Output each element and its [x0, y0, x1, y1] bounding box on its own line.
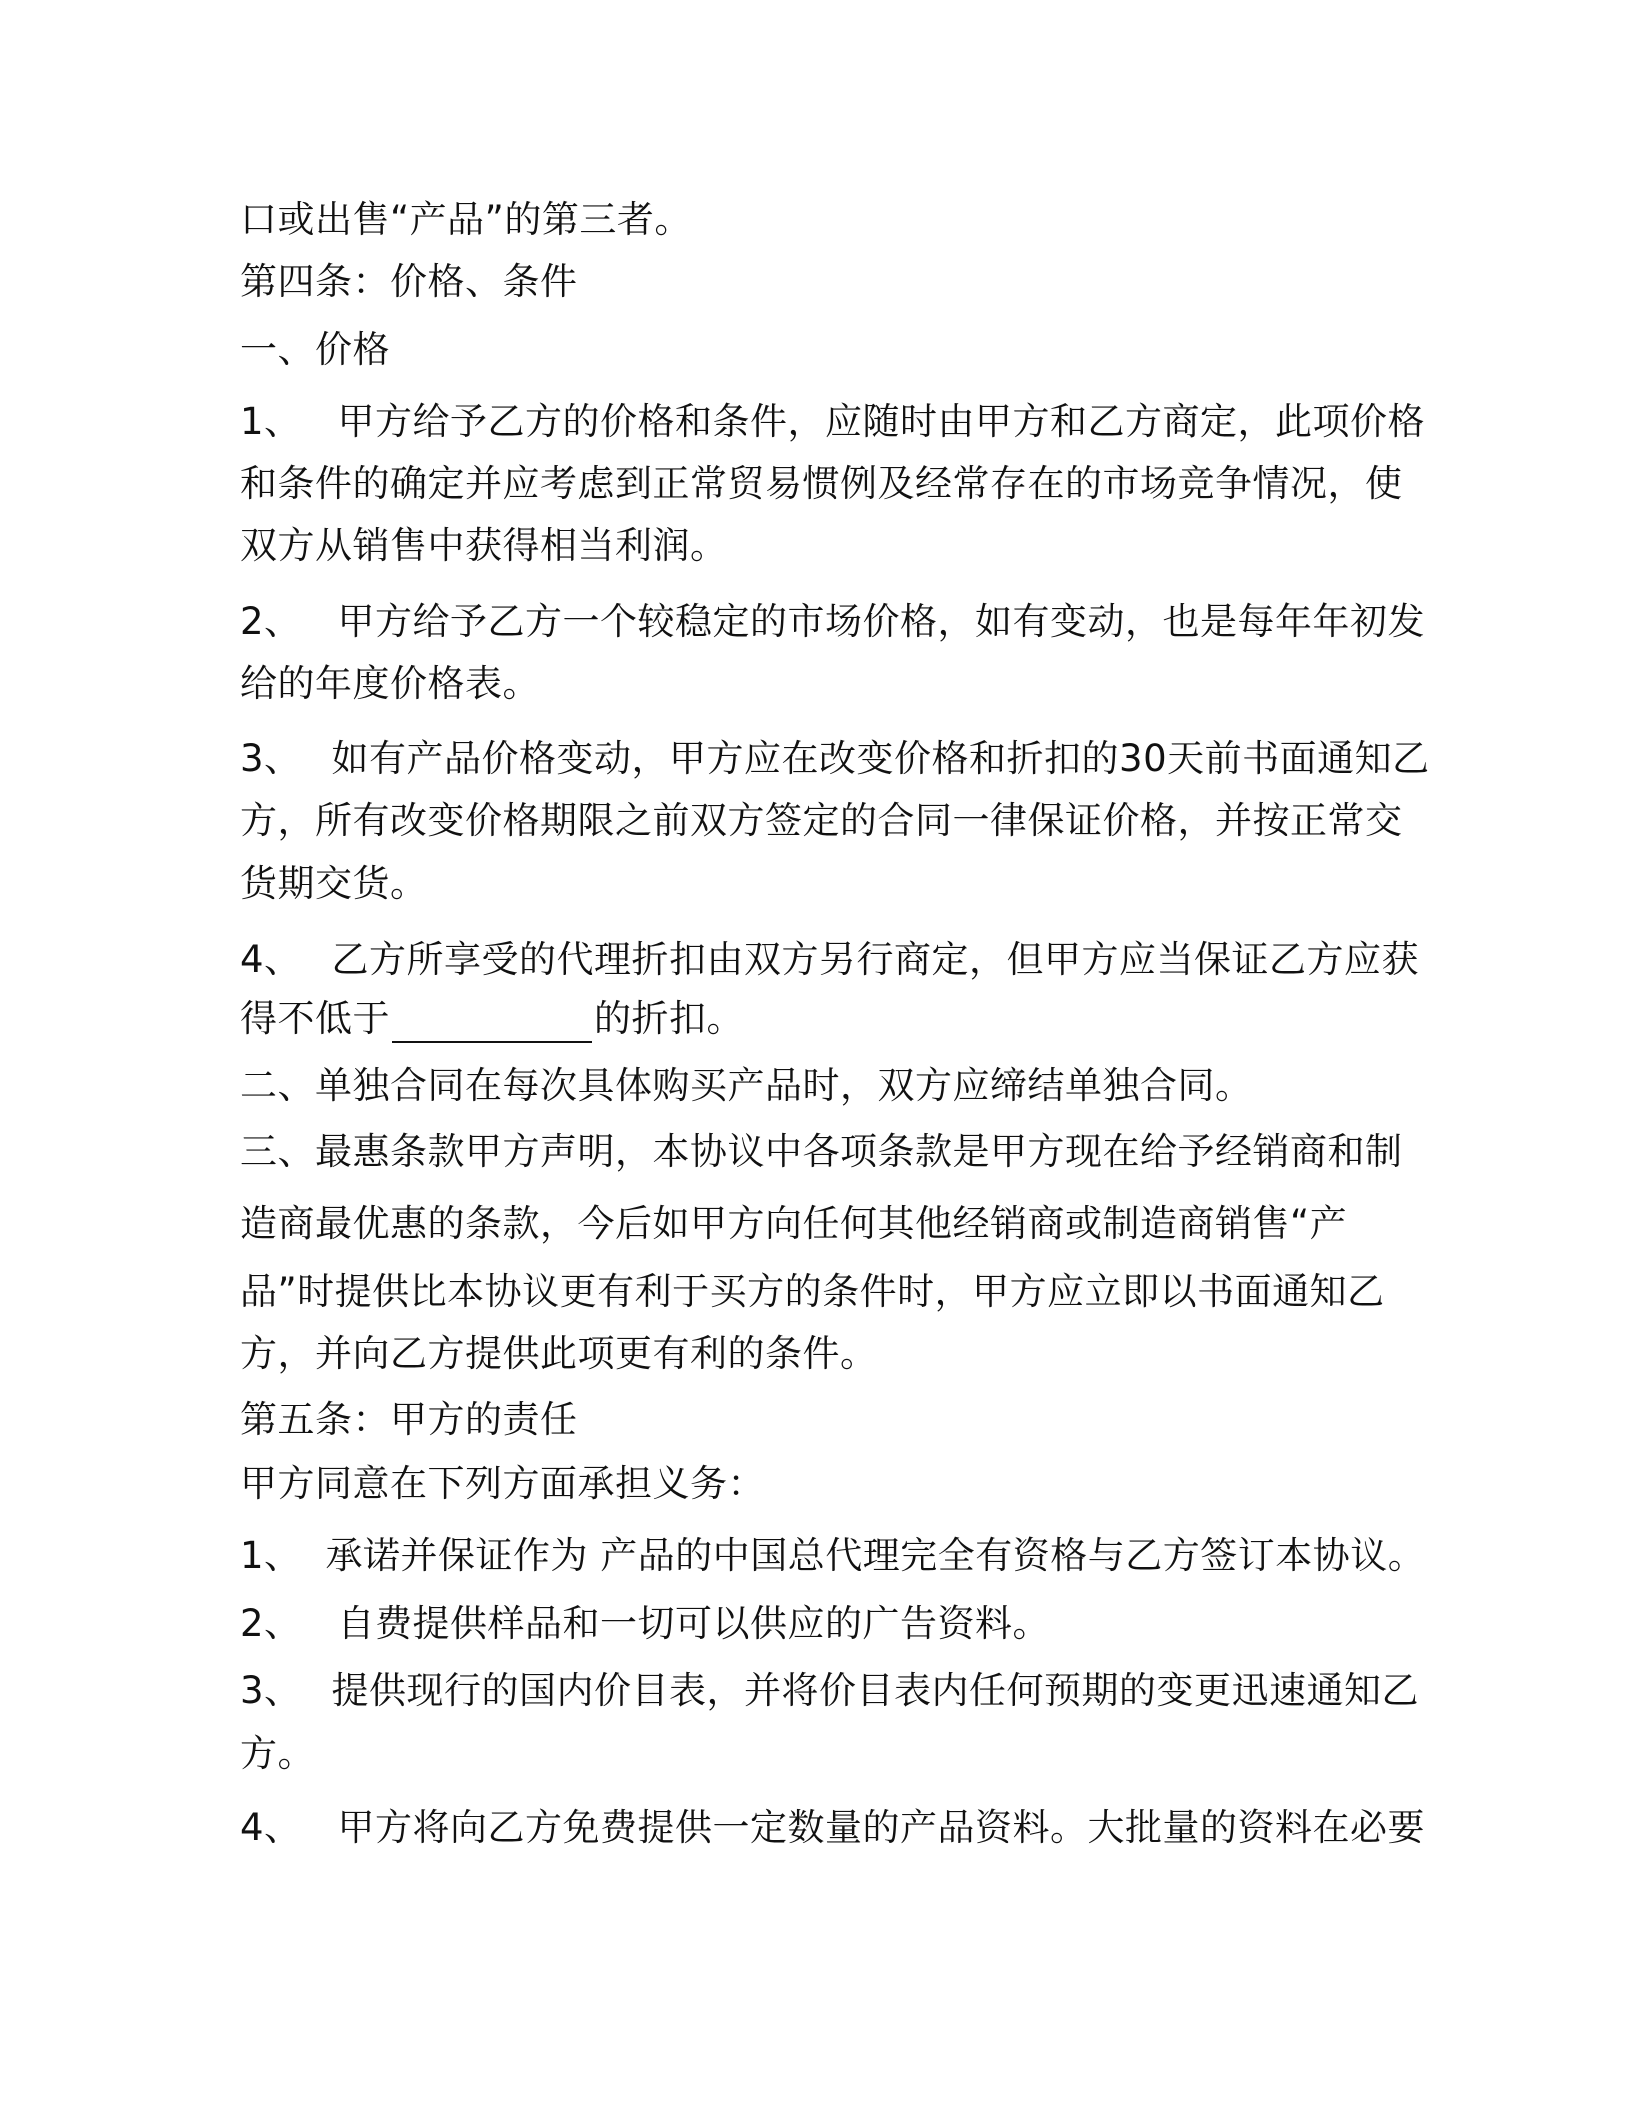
text-line: 给的年度价格表。	[240, 662, 540, 705]
list-number: 3、	[240, 737, 302, 780]
article-heading: 第四条：价格、条件	[240, 260, 578, 303]
list-text: 甲方给予乙方的价格和条件，应随时由甲方和乙方商定，此项价格	[337, 400, 1426, 443]
text-line: 方，并向乙方提供此项更有利的条件。	[240, 1332, 878, 1375]
list-text: 乙方所享受的代理折扣由双方另行商定，但甲方应当保证乙方应获	[331, 938, 1420, 981]
text-line: 货期交货。	[240, 862, 428, 905]
list-text: 自费提供样品和一切可以供应的广告资料。	[337, 1602, 1051, 1645]
text-line: 方。	[240, 1732, 315, 1775]
article-heading: 第五条：甲方的责任	[240, 1398, 578, 1441]
text-line: 甲方同意在下列方面承担义务：	[240, 1462, 765, 1505]
list-item	[240, 735, 1430, 783]
text-line: 品”时提供比本协议更有利于买方的条件时，甲方应立即以书面通知乙	[240, 1270, 1385, 1313]
section-heading: 一、价格	[240, 328, 390, 371]
list-item	[240, 398, 1425, 446]
list-text: 承诺并保证作为 产品的中国总代理完全有资格与乙方签订本协议。	[325, 1534, 1426, 1577]
list-text: 甲方给予乙方一个较稳定的市场价格，如有变动，也是每年年初发	[337, 600, 1426, 643]
section-heading: 二、单独合同在每次具体购买产品时，双方应缔结单独合同。	[240, 1064, 1253, 1107]
list-number: 4、	[240, 938, 302, 981]
list-text: 甲方将向乙方免费提供一定数量的产品资料。大批量的资料在必要	[337, 1806, 1426, 1849]
text-line: 方，所有改变价格期限之前双方签定的合同一律保证价格，并按正常交	[240, 799, 1403, 842]
text-before-blank: 得不低于	[240, 997, 390, 1040]
list-item	[240, 598, 1425, 646]
fill-in-blank	[392, 1003, 592, 1043]
text-after-blank: 的折扣。	[594, 997, 744, 1040]
text-line: 和条件的确定并应考虑到正常贸易惯例及经常存在的市场竞争情况，使	[240, 462, 1403, 505]
list-number: 1、	[240, 400, 302, 443]
section-heading: 三、最惠条款甲方声明，本协议中各项条款是甲方现在给予经销商和制	[240, 1130, 1403, 1173]
text-line: 双方从销售中获得相当利润。	[240, 524, 728, 567]
text-line-with-blank	[240, 995, 744, 1043]
text-line: 造商最优惠的条款，今后如甲方向任何其他经销商或制造商销售“产	[240, 1202, 1348, 1245]
list-item	[240, 936, 1419, 984]
text-line: 口或出售“产品”的第三者。	[240, 198, 692, 241]
list-number: 2、	[240, 1602, 302, 1645]
list-text: 提供现行的国内价目表，并将价目表内任何预期的变更迅速通知乙	[331, 1669, 1420, 1712]
list-item	[240, 1600, 1050, 1648]
list-item	[240, 1804, 1425, 1852]
list-number: 1、	[240, 1534, 302, 1577]
list-number: 3、	[240, 1669, 302, 1712]
list-item	[240, 1667, 1419, 1715]
list-number: 2、	[240, 600, 302, 643]
list-number: 4、	[240, 1806, 302, 1849]
list-text: 如有产品价格变动，甲方应在改变价格和折扣的30天前书面通知乙	[331, 737, 1430, 780]
list-item	[240, 1532, 1425, 1580]
